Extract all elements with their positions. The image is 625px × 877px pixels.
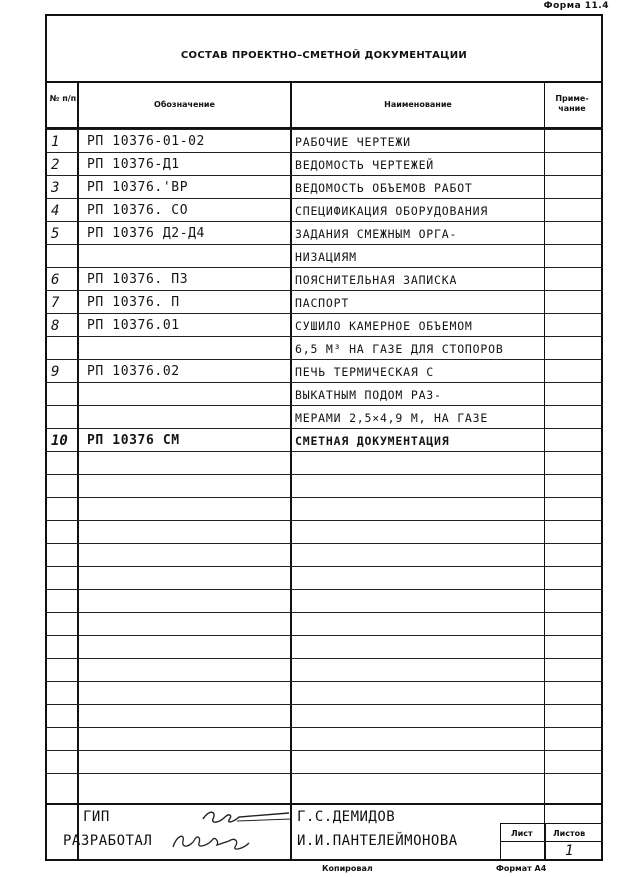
gip-name: Г.С.ДЕМИДОВ [297, 809, 396, 825]
table-row [47, 198, 601, 222]
table-row [47, 497, 601, 521]
document-frame [45, 14, 603, 861]
row-number: 1 [51, 134, 60, 150]
developer-signature [169, 829, 255, 853]
header-name: Наименование [384, 100, 452, 109]
table-row [47, 336, 601, 360]
row-number: 3 [51, 180, 60, 196]
row-name: ПОЯСНИТЕЛЬНАЯ ЗАПИСКА [295, 273, 458, 287]
table-row [47, 313, 601, 337]
sheets-count: 1 [565, 843, 574, 859]
table-row [47, 451, 601, 475]
row-number: 4 [51, 203, 60, 219]
table-row [47, 543, 601, 567]
row-designation: РП 10376. ПЗ [87, 272, 189, 287]
developer-name: И.И.ПАНТЕЛЕЙМОНОВА [297, 833, 458, 849]
row-designation: РП 10376. СО [87, 203, 189, 218]
row-number [51, 383, 79, 406]
row-designation: РП 10376.01 [87, 318, 180, 333]
table-row [47, 773, 601, 797]
header-code: Обозначение [154, 100, 215, 109]
row-name: ВЕДОМОСТЬ ОБЪЕМОВ РАБОТ [295, 181, 473, 195]
row-number: 9 [51, 364, 60, 380]
table-row [47, 129, 601, 153]
form-label: Форма 11.4 [543, 1, 609, 11]
format-label: Формат А4 [496, 864, 547, 873]
table-row [47, 152, 601, 176]
row-name: ВЕДОМОСТЬ ЧЕРТЕЖЕЙ [295, 158, 435, 172]
table-row [47, 175, 601, 199]
row-designation: РП 10376-Д1 [87, 157, 180, 172]
row-designation: РП 10376.02 [87, 364, 180, 379]
row-name: ПЕЧЬ ТЕРМИЧЕСКАЯ С [295, 365, 435, 379]
sheet-box-hline [500, 841, 601, 842]
table-row [47, 474, 601, 498]
table-row [47, 589, 601, 613]
row-designation: РП 10376.'ВР [87, 180, 189, 195]
header-num: № п/п [49, 94, 77, 103]
developer-label: РАЗРАБОТАЛ [63, 833, 153, 849]
row-number: 10 [51, 433, 68, 449]
row-designation [87, 245, 287, 268]
table-row [47, 727, 601, 751]
table-row [47, 428, 601, 452]
row-name: НИЗАЦИЯМ [295, 250, 357, 264]
row-designation [87, 337, 287, 360]
stamp-divider [47, 803, 601, 805]
header-note: Приме- чание [555, 94, 589, 113]
table-row [47, 405, 601, 429]
copied-label: Копировал [322, 864, 373, 873]
row-number: 6 [51, 272, 60, 288]
row-name: РАБОЧИЕ ЧЕРТЕЖИ [295, 135, 411, 149]
row-name: ПАСПОРТ [295, 296, 350, 310]
gip-signature [199, 805, 294, 829]
table-row [47, 244, 601, 268]
row-name: СУШИЛО КАМЕРНОЕ ОБЪЕМОМ [295, 319, 473, 333]
table-row [47, 750, 601, 774]
table-row [47, 612, 601, 636]
table-row [47, 658, 601, 682]
row-name: МЕРАМИ 2,5×4,9 М, НА ГАЗЕ [295, 411, 489, 425]
table-row [47, 382, 601, 406]
title-block [47, 803, 601, 859]
row-number: 5 [51, 226, 60, 242]
row-number [51, 406, 79, 429]
table-row [47, 635, 601, 659]
row-name: ЗАДАНИЯ СМЕЖНЫМ ОРГА- [295, 227, 458, 241]
row-number: 7 [51, 295, 60, 311]
row-name: 6,5 М³ НА ГАЗЕ ДЛЯ СТОПОРОВ [295, 342, 504, 356]
row-designation: РП 10376. П [87, 295, 180, 310]
row-number: 2 [51, 157, 60, 173]
row-designation [87, 406, 287, 429]
table-row [47, 221, 601, 245]
table-row [47, 704, 601, 728]
table-row [47, 290, 601, 314]
row-number: 8 [51, 318, 60, 334]
row-designation: РП 10376-01-02 [87, 134, 205, 149]
sheet-label: Лист [511, 829, 533, 838]
table-row [47, 359, 601, 383]
table-row [47, 267, 601, 291]
table-row [47, 681, 601, 705]
document-title: СОСТАВ ПРОЕКТНО–СМЕТНОЙ ДОКУМЕНТАЦИИ [180, 50, 468, 61]
table-row [47, 520, 601, 544]
gip-label: ГИП [83, 809, 110, 825]
row-name: СПЕЦИФИКАЦИЯ ОБОРУДОВАНИЯ [295, 204, 489, 218]
row-name: СМЕТНАЯ ДОКУМЕНТАЦИЯ [295, 434, 450, 448]
sheets-label: Листов [553, 829, 586, 838]
row-designation: РП 10376 Д2-Д4 [87, 226, 205, 241]
title-divider [47, 81, 601, 83]
row-name: ВЫКАТНЫМ ПОДОМ РАЗ- [295, 388, 442, 402]
row-designation [87, 383, 287, 406]
row-designation: РП 10376 СМ [87, 433, 180, 448]
row-number [51, 337, 79, 360]
table-row [47, 566, 601, 590]
row-number [51, 245, 79, 268]
